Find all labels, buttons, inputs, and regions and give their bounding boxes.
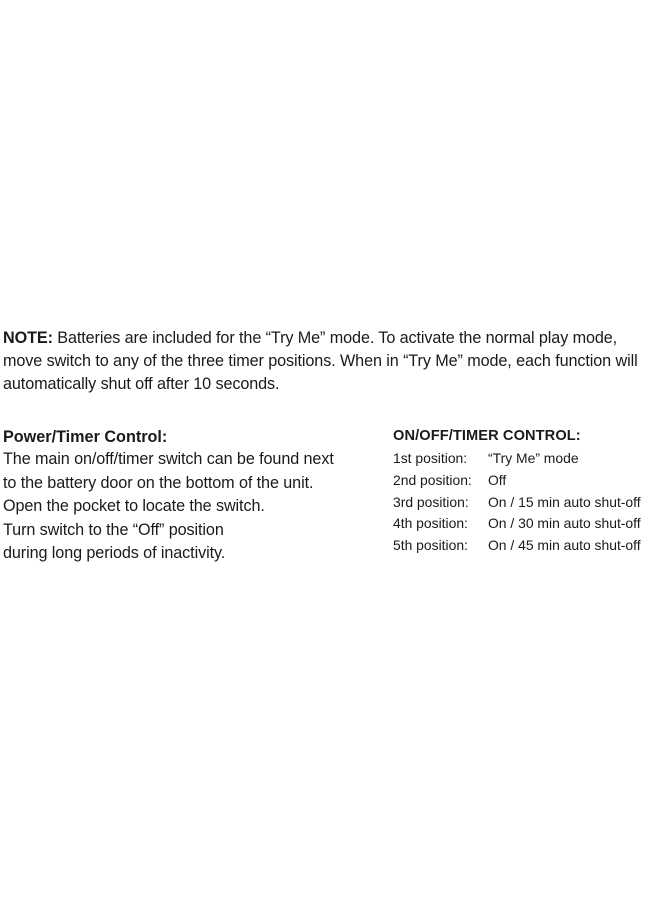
note-paragraph <box>3 327 657 396</box>
timer-position-row <box>393 513 658 535</box>
power-timer-line: to the battery door on the bottom of the unit. <box>3 473 314 492</box>
timer-position-label: 4th position: <box>393 515 468 532</box>
power-timer-line: during long periods of inactivity. <box>3 544 226 562</box>
timer-position-label: 3rd position: <box>393 493 469 510</box>
timer-position-value: On / 30 min auto shut-off <box>488 515 641 532</box>
power-timer-section <box>3 426 373 566</box>
timer-position-row <box>393 470 658 492</box>
timer-position-value: On / 15 min auto shut-off <box>488 493 641 510</box>
timer-position-value: On / 45 min auto shut-off <box>488 537 641 554</box>
power-timer-title: Power/Timer Control: <box>3 428 168 446</box>
timer-position-label: 5th position: <box>393 537 468 554</box>
timer-position-label: 2nd position: <box>393 471 472 488</box>
timer-position-row <box>393 535 658 557</box>
timer-position-row <box>393 492 658 514</box>
timer-position-value: “Try Me” mode <box>488 450 579 466</box>
timer-position-value: Off <box>488 471 507 488</box>
timer-position-label: 1st position: <box>393 450 468 466</box>
note-text: Batteries are included for the “Try Me” mode. To activate the normal play mode, move switch to any of the three timer positions. When in “Try Me” mode, each function will automatically shut off after 10 seconds. <box>3 329 638 393</box>
note-label: NOTE: <box>3 329 53 347</box>
power-timer-line: Open the pocket to locate the switch. <box>3 497 265 515</box>
power-timer-line: Turn switch to the “Off” position <box>3 520 224 539</box>
timer-control-section <box>393 426 658 557</box>
power-timer-line: The main on/off/timer switch can be found next <box>3 450 334 468</box>
timer-control-title: ON/OFF/TIMER CONTROL: <box>393 428 581 444</box>
timer-position-row <box>393 448 658 470</box>
